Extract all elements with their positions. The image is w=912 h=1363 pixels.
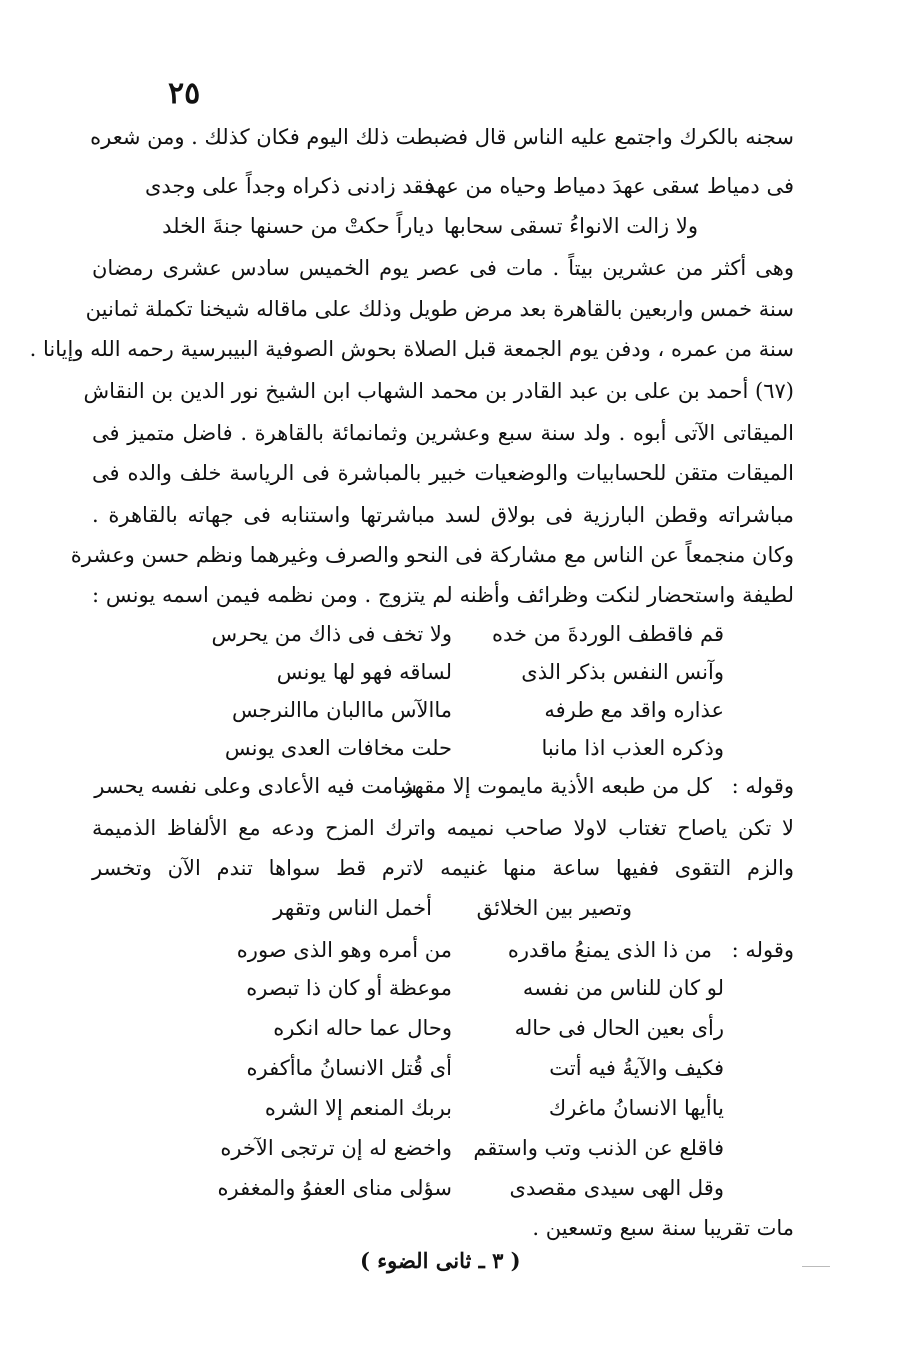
text-line: سجنه بالكرك واجتمع عليه الناس قال فضبطت ذلك اليوم فكان كذلك . ومن شعره bbox=[90, 125, 794, 149]
verse-hemistich-right: وتصير بين الخلائق bbox=[476, 896, 632, 920]
verse-hemistich-right: من ذا الذى يمنعُ ماقدره bbox=[507, 938, 712, 962]
text-line: مات تقريبا سنة سبع وتسعين . bbox=[532, 1216, 794, 1240]
verse-hemistich-right: وقل الهى سيدى مقصدى bbox=[509, 1176, 724, 1200]
text-line: لا تكن ياصاح تغتاب لاولا صاحب نميمه واترك المزح ودعه مع الألفاظ الذميمة bbox=[92, 816, 794, 840]
signature-mark: ( ٣ ـ ثانى الضوء ) bbox=[360, 1248, 521, 1273]
verse-hemistich-right: فكيف والآيةُ فيه أتت bbox=[549, 1056, 724, 1080]
verse-hemistich-right: وآنس النفس بذكر الذى bbox=[521, 660, 724, 684]
text-line: لطيفة واستحضار لنكت وظرائف وأظنه لم يتزوج . ومن نظمه فيمن اسمه يونس : bbox=[92, 583, 794, 607]
verse-hemistich-left: حلت مخافات العدى يونس bbox=[224, 736, 452, 760]
text-line: مباشراته وقطن البارزية فى بولاق لسد مباشرتها واستنابه فى جهاته بالقاهرة . bbox=[92, 503, 794, 527]
text-line: سنة من عمره ، ودفن يوم الجمعة قبل الصلاة بحوش الصوفية البيبرسية رحمه الله وإيانا . bbox=[29, 337, 794, 361]
text-line: فى دمياط : bbox=[693, 174, 794, 198]
verse-hemistich-right: كل من طبعه الأذية مايموت إلا مقهر bbox=[402, 774, 712, 798]
verse-hemistich-left: فقد زادنى ذكراه وجداً على وجدى bbox=[144, 174, 434, 198]
verse-hemistich-left: لساقه فهو لها يونس bbox=[276, 660, 452, 684]
verse-hemistich-left: أى قُتل الانسانُ ماأكفره bbox=[246, 1056, 452, 1080]
verse-hemistich-right: رأى بعين الحال فى حاله bbox=[514, 1016, 724, 1040]
verse-hemistich-left: ولا تخف فى ذاك من يحرس bbox=[211, 622, 452, 646]
verse-hemistich-right: قم فاقطف الوردةَ من خده bbox=[492, 622, 724, 646]
text-line: وهى أكثر من عشرين بيتاً . مات فى عصر يوم الخميس سادس عشرى رمضان bbox=[92, 256, 794, 280]
text-line: وقوله : bbox=[731, 774, 794, 798]
verse-hemistich-left: أخمل الناس وتقهر bbox=[273, 896, 432, 920]
text-line: الميقات متقن للحسابيات والوضعيات خبير بالمباشرة فى الرياسة خلف والده فى bbox=[92, 461, 794, 485]
text-line: والزم التقوى ففيها ساعة منها غنيمه لاترم قط سواها تندم الآن وتخسر bbox=[92, 856, 794, 880]
text-line: وكان منجمعاً عن الناس مع مشاركة فى النحو والصرف وغيرهما ونظم حسن وعشرة bbox=[70, 543, 794, 567]
verse-hemistich-right: لو كان للناس من نفسه bbox=[522, 976, 724, 1000]
verse-hemistich-right: عذاره واقد مع طرفه bbox=[544, 698, 724, 722]
text-line: وقوله : bbox=[731, 938, 794, 962]
page-number: ٢٥ bbox=[168, 76, 201, 111]
text-line: (٦٧) أحمد بن على بن عبد القادر بن محمد الشهاب ابن الشيخ نور الدين بن النقاش bbox=[83, 379, 794, 403]
verse-hemistich-left: من أمره وهو الذى صوره bbox=[236, 938, 452, 962]
verse-hemistich-right: فاقلع عن الذنب وتب واستقم bbox=[473, 1136, 724, 1160]
verse-hemistich-left: واخضع له إن ترتجى الآخره bbox=[220, 1136, 452, 1160]
verse-hemistich-left: موعظة أو كان ذا تبصره bbox=[246, 976, 452, 1000]
verse-hemistich-left: ماالآس ماالبان ماالنرجس bbox=[231, 698, 452, 722]
verse-hemistich-left: بربك المنعم إلا الشره bbox=[264, 1096, 452, 1120]
text-line: سنة خمس واربعين بالقاهرة بعد مرض طويل وذلك على ماقاله شيخنا تكملة ثمانين bbox=[85, 297, 794, 321]
edge-rule bbox=[802, 1266, 830, 1267]
verse-hemistich-left: وحال عما حاله انكره bbox=[273, 1016, 452, 1040]
verse-hemistich-right: سقى عهدَ دمياط وحياه من عهد bbox=[425, 174, 698, 198]
verse-hemistich-right: ولا زالت الانواءُ تسقى سحابها bbox=[443, 214, 698, 238]
verse-hemistich-left: دياراً حكتْ من حسنها جنةَ الخلد bbox=[162, 214, 434, 238]
verse-hemistich-right: وذكره العذب اذا مانبا bbox=[541, 736, 724, 760]
verse-hemistich-right: ياأيها الانسانُ ماغرك bbox=[548, 1096, 724, 1120]
verse-hemistich-left: سؤلى مناى العفوُ والمغفره bbox=[217, 1176, 452, 1200]
text-line: الميقاتى الآتى أبوه . ولد سنة سبع وعشرين وثمانمائة بالقاهرة . فاضل متميز فى bbox=[92, 421, 794, 445]
verse-hemistich-left: شامت فيه الأعادى وعلى نفسه يحسر bbox=[94, 774, 417, 798]
